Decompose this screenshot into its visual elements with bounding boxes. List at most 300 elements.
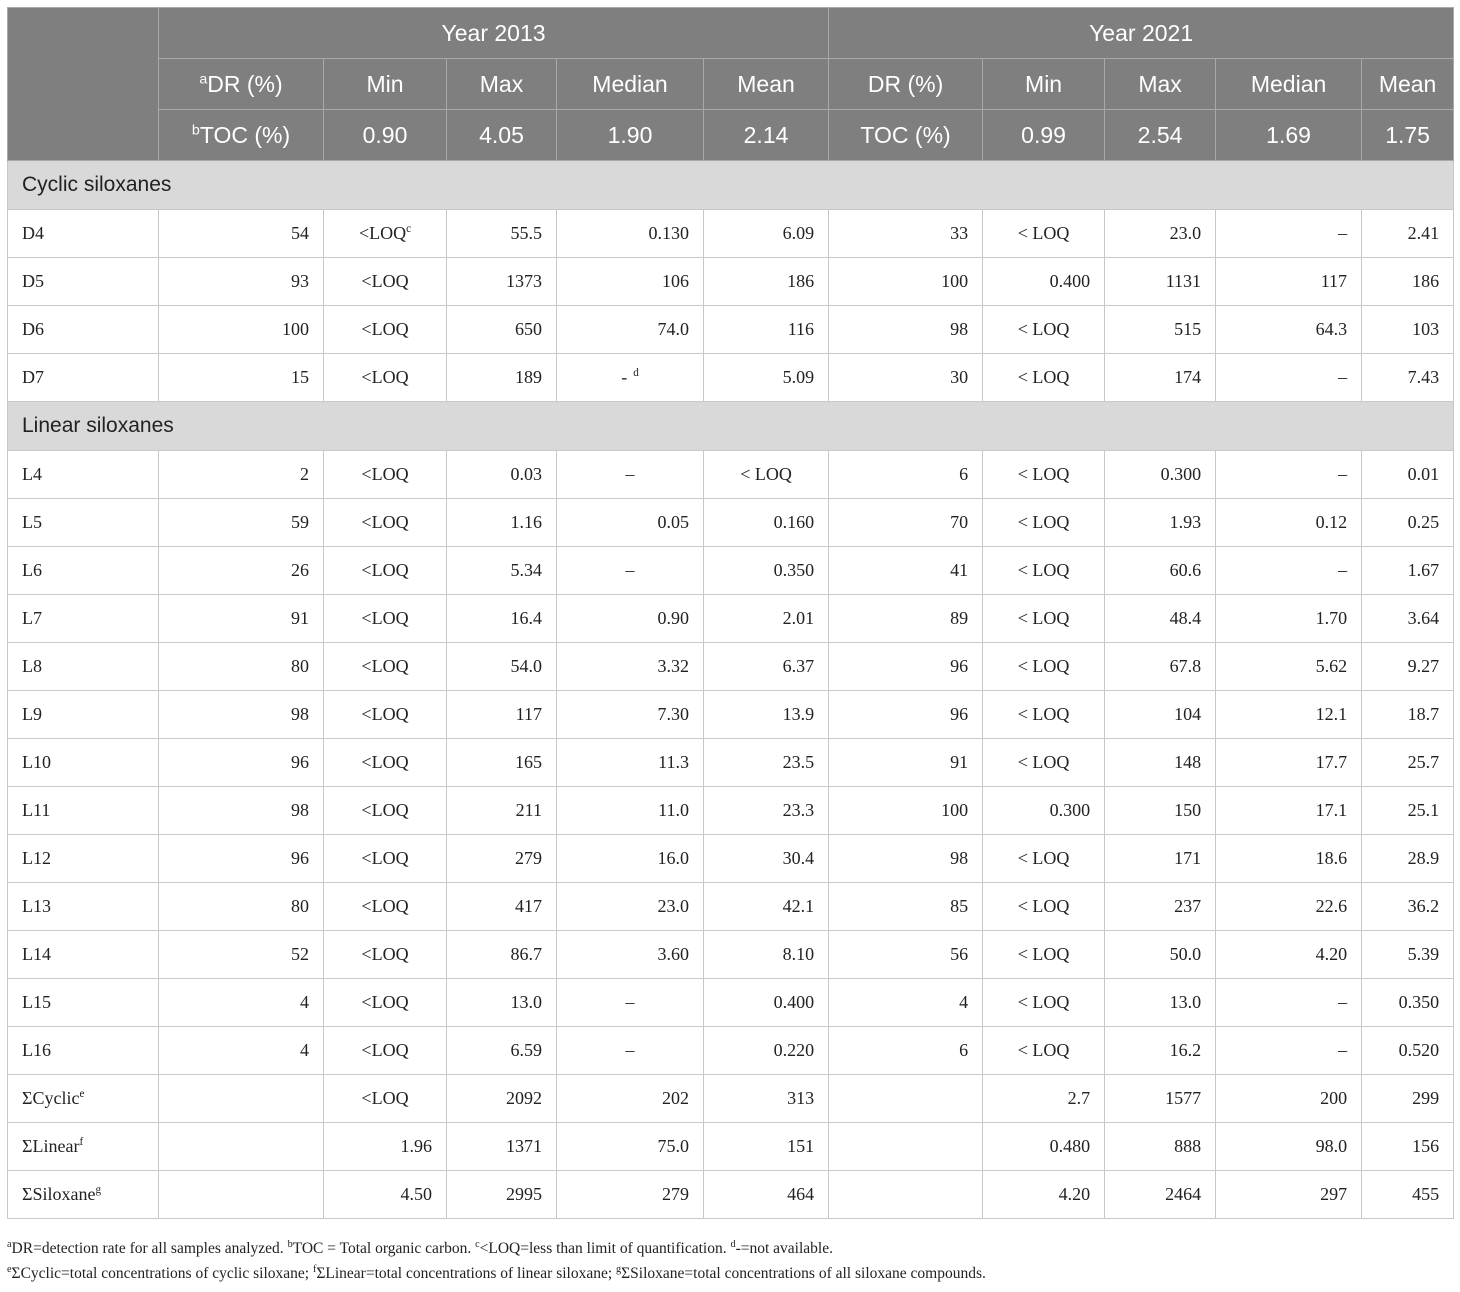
cell-value: 13.9 (782, 704, 815, 724)
max-header-2013: Max (447, 59, 557, 110)
cell-value: 0.350 (773, 560, 815, 580)
cell-value: 0.130 (648, 223, 689, 243)
compound-label: L5 (22, 512, 42, 532)
cell-mean-2013 (704, 451, 829, 499)
cell-value: 1373 (506, 271, 542, 291)
cell-median-2021 (1216, 691, 1362, 739)
cell-mean-2013 (704, 306, 829, 354)
cell-value: 41 (950, 560, 969, 580)
cell-max-2013 (447, 787, 557, 835)
cell-value: <LOQ (361, 1088, 409, 1108)
cell-value: 0.220 (773, 1040, 815, 1060)
cell-dr-2013 (159, 691, 324, 739)
cell-value: 5.62 (1315, 656, 1348, 676)
cell-mean-2013 (704, 595, 829, 643)
cell-mean-2013 (704, 979, 829, 1027)
cell-max-2013 (447, 979, 557, 1027)
cell-min-2021 (983, 547, 1105, 595)
cell-value: < LOQ (740, 464, 792, 484)
cell-value: <LOQ (361, 608, 409, 628)
cell-median-2021 (1216, 787, 1362, 835)
cell-value: 313 (787, 1088, 815, 1108)
cell-value: 3.32 (657, 656, 689, 676)
cell-max-2013 (447, 451, 557, 499)
cell-max-2021 (1105, 787, 1216, 835)
min-header-2013: Min (324, 59, 447, 110)
cell-mean-2013 (704, 499, 829, 547)
cell-value: 4.20 (1315, 944, 1348, 964)
cell-dr-2013 (159, 1123, 324, 1171)
cell-median-2013 (557, 1027, 704, 1075)
cell-value: 7.30 (657, 704, 689, 724)
cell-dr-2021 (829, 787, 983, 835)
table-row (8, 643, 1454, 691)
cell-value: < LOQ (1017, 367, 1070, 387)
cell-value: 54.0 (510, 656, 542, 676)
cell-max-2021 (1105, 354, 1216, 402)
cell-value: <LOQ (358, 223, 407, 243)
cell-max-2013 (447, 1123, 557, 1171)
cell-value: 23.0 (1169, 223, 1202, 243)
cell-max-2021 (1105, 931, 1216, 979)
section-row-cyclic (8, 161, 1454, 210)
cell-mean-2021 (1362, 739, 1454, 787)
cell-median-2013 (557, 691, 704, 739)
compound-label: D6 (22, 319, 44, 339)
cell-value: 15 (291, 367, 309, 387)
cell-value: 117 (1320, 271, 1348, 291)
compound-name (8, 643, 159, 691)
cell-median-2021 (1216, 547, 1362, 595)
cell-max-2013 (447, 1075, 557, 1123)
min-header-2021: Min (983, 59, 1105, 110)
dr-label: DR (%) (207, 70, 283, 97)
cell-value: 5.39 (1407, 944, 1440, 964)
cell-value: 1.93 (1169, 512, 1202, 532)
cell-dr-2021 (829, 883, 983, 931)
compound-label: ΣLinear (22, 1136, 80, 1156)
cell-min-2013 (324, 643, 447, 691)
footnote-marker: f (79, 1136, 84, 1148)
cell-max-2021 (1105, 979, 1216, 1027)
cell-min-2013 (324, 1123, 447, 1171)
cell-value: 148 (1174, 752, 1202, 772)
compound-label: L9 (22, 704, 42, 724)
cell-value: 650 (515, 319, 542, 339)
section-row-linear (8, 402, 1454, 451)
cell-mean-2021 (1362, 258, 1454, 306)
cell-value: 50.0 (1169, 944, 1202, 964)
dr-header-2013 (159, 59, 324, 110)
max-header-2021: Max (1105, 59, 1216, 110)
cell-value: < LOQ (1017, 512, 1070, 532)
cell-max-2013 (447, 1171, 557, 1219)
cell-median-2013 (557, 931, 704, 979)
median-header-2021: Median (1216, 59, 1362, 110)
cell-value: 106 (662, 271, 689, 291)
cell-value: 60.6 (1169, 560, 1202, 580)
cell-max-2021 (1105, 835, 1216, 883)
footnote-text: TOC = Total organic carbon. (292, 1240, 476, 1257)
cell-dr-2021 (829, 1075, 983, 1123)
compound-name (8, 1075, 159, 1123)
cell-value: 2 (300, 464, 309, 484)
cell-value: 515 (1174, 319, 1202, 339)
cell-value: 26 (291, 560, 309, 580)
cell-max-2013 (447, 643, 557, 691)
cell-max-2021 (1105, 258, 1216, 306)
cell-value: 2464 (1165, 1184, 1202, 1204)
median-header-2013: Median (557, 59, 704, 110)
cell-median-2021 (1216, 258, 1362, 306)
cell-value: 96 (950, 656, 969, 676)
compound-name (8, 691, 159, 739)
cell-median-2021 (1216, 835, 1362, 883)
cell-value: 1131 (1165, 271, 1202, 291)
cell-value: 64.3 (1315, 319, 1348, 339)
cell-dr-2013 (159, 931, 324, 979)
year-2013-header: Year 2013 (159, 8, 829, 59)
cell-min-2013 (324, 931, 447, 979)
compound-label: L12 (22, 848, 51, 868)
cell-value: 100 (941, 271, 969, 291)
cell-mean-2021 (1362, 210, 1454, 258)
compound-name (8, 1171, 159, 1219)
cell-mean-2021 (1362, 643, 1454, 691)
cell-value: – (1338, 464, 1348, 484)
cell-max-2013 (447, 1027, 557, 1075)
toc-min-2021: 0.99 (983, 110, 1105, 161)
cell-median-2021 (1216, 210, 1362, 258)
cell-mean-2021 (1362, 1027, 1454, 1075)
cell-value: 0.300 (1049, 800, 1091, 820)
cell-value: 150 (1174, 800, 1202, 820)
cell-dr-2013 (159, 883, 324, 931)
cell-max-2013 (447, 739, 557, 787)
cell-value: 200 (1320, 1088, 1348, 1108)
footnote-marker: f (312, 1263, 317, 1275)
cell-dr-2021 (829, 354, 983, 402)
cell-value: < LOQ (1017, 319, 1070, 339)
cell-value: 23.5 (782, 752, 815, 772)
footnote-line-1 (7, 1236, 1453, 1261)
cell-value: 96 (291, 848, 309, 868)
cell-value: < LOQ (1017, 464, 1070, 484)
cell-value: 6.37 (782, 656, 815, 676)
cell-max-2013 (447, 931, 557, 979)
cell-dr-2013 (159, 835, 324, 883)
cell-max-2021 (1105, 739, 1216, 787)
cell-value: 23.3 (782, 800, 815, 820)
cell-value: 25.1 (1407, 800, 1440, 820)
cell-median-2013 (557, 499, 704, 547)
cell-min-2013 (324, 1075, 447, 1123)
cell-value: 202 (662, 1088, 689, 1108)
cell-dr-2013 (159, 306, 324, 354)
cell-value: 98 (291, 800, 309, 820)
cell-value: 156 (1412, 1136, 1440, 1156)
cell-value: – (1338, 367, 1348, 387)
cell-value: 1577 (1165, 1088, 1202, 1108)
cell-value: 0.350 (1398, 992, 1440, 1012)
cell-dr-2021 (829, 258, 983, 306)
cell-mean-2013 (704, 883, 829, 931)
cell-value: 151 (787, 1136, 815, 1156)
cell-value: 67.8 (1169, 656, 1202, 676)
cell-value: <LOQ (361, 464, 409, 484)
compound-label: L4 (22, 464, 42, 484)
cell-median-2021 (1216, 499, 1362, 547)
cell-value: <LOQ (361, 944, 409, 964)
cell-value: 0.520 (1398, 1040, 1440, 1060)
cell-min-2013 (324, 1171, 447, 1219)
cell-min-2021 (983, 1123, 1105, 1171)
table-row (8, 258, 1454, 306)
cell-mean-2021 (1362, 787, 1454, 835)
cell-value: 30 (950, 367, 969, 387)
cell-value: 6.09 (782, 223, 815, 243)
cell-max-2013 (447, 547, 557, 595)
cell-min-2013 (324, 354, 447, 402)
cell-median-2021 (1216, 931, 1362, 979)
cell-dr-2013 (159, 787, 324, 835)
compound-name (8, 1123, 159, 1171)
cell-dr-2013 (159, 595, 324, 643)
cell-value: 186 (1412, 271, 1440, 291)
section-title: Cyclic siloxanes (8, 161, 1454, 210)
cell-dr-2021 (829, 931, 983, 979)
footnote-marker: c (406, 223, 412, 235)
cell-mean-2013 (704, 1123, 829, 1171)
cell-value: 211 (515, 800, 542, 820)
cell-value: – (1338, 992, 1348, 1012)
corner-cell (8, 8, 159, 161)
cell-mean-2021 (1362, 1123, 1454, 1171)
cell-value: 98.0 (1315, 1136, 1348, 1156)
compound-name (8, 835, 159, 883)
cell-max-2021 (1105, 1123, 1216, 1171)
cell-min-2021 (983, 306, 1105, 354)
cell-value: 48.4 (1169, 608, 1202, 628)
cell-median-2013 (557, 979, 704, 1027)
toc-min-2013: 0.90 (324, 110, 447, 161)
cell-median-2013 (557, 1171, 704, 1219)
cell-value: 75.0 (657, 1136, 689, 1156)
table-row (8, 595, 1454, 643)
cell-value: 16.0 (657, 848, 689, 868)
cell-value: 86.7 (510, 944, 542, 964)
cell-dr-2013 (159, 547, 324, 595)
cell-value: 189 (515, 367, 542, 387)
cell-value: 4 (959, 992, 969, 1012)
cell-value: 104 (1174, 704, 1202, 724)
cell-value: – (1338, 223, 1348, 243)
cell-value: 0.03 (510, 464, 542, 484)
cell-min-2013 (324, 499, 447, 547)
cell-max-2021 (1105, 547, 1216, 595)
cell-min-2013 (324, 1027, 447, 1075)
cell-value: 2.01 (782, 608, 815, 628)
cell-value: 55.5 (510, 223, 542, 243)
cell-median-2021 (1216, 643, 1362, 691)
compound-label: L15 (22, 992, 51, 1012)
cell-value: < LOQ (1017, 223, 1070, 243)
cell-median-2013 (557, 1075, 704, 1123)
cell-median-2013 (557, 1123, 704, 1171)
footnote-marker: e (7, 1263, 12, 1275)
cell-median-2021 (1216, 739, 1362, 787)
cell-mean-2013 (704, 258, 829, 306)
cell-value: 3.64 (1407, 608, 1440, 628)
cell-value: 279 (515, 848, 542, 868)
cell-median-2021 (1216, 1171, 1362, 1219)
cell-value: < LOQ (1017, 752, 1070, 772)
cell-dr-2013 (159, 739, 324, 787)
cell-min-2021 (983, 258, 1105, 306)
footnote-marker: d (730, 1238, 736, 1250)
cell-value: 2.7 (1067, 1088, 1091, 1108)
toc-median-2013: 1.90 (557, 110, 704, 161)
mean-header-2021: Mean (1362, 59, 1454, 110)
cell-value: 18.7 (1407, 704, 1440, 724)
cell-value: 464 (787, 1184, 815, 1204)
cell-mean-2013 (704, 1075, 829, 1123)
compound-name (8, 258, 159, 306)
cell-dr-2013 (159, 1171, 324, 1219)
cell-max-2013 (447, 835, 557, 883)
cell-value: 0.05 (657, 512, 689, 532)
cell-value: 13.0 (1169, 992, 1202, 1012)
cell-max-2021 (1105, 306, 1216, 354)
cell-value: 3.60 (657, 944, 689, 964)
cell-value: 7.43 (1407, 367, 1440, 387)
cell-value: 117 (515, 704, 542, 724)
cell-value: 11.3 (658, 752, 689, 772)
footnote-marker: a (199, 70, 208, 87)
cell-value: 1371 (506, 1136, 542, 1156)
cell-dr-2021 (829, 210, 983, 258)
cell-mean-2021 (1362, 354, 1454, 402)
cell-value: <LOQ (361, 319, 409, 339)
cell-mean-2013 (704, 691, 829, 739)
cell-dr-2021 (829, 547, 983, 595)
compound-name (8, 499, 159, 547)
toc-header-2013 (159, 110, 324, 161)
stat-label-row (8, 59, 1454, 110)
cell-value: < LOQ (1017, 848, 1070, 868)
cell-value: 0.25 (1407, 512, 1440, 532)
footnote-text: ΣSiloxane=total concentrations of all siloxane compounds. (621, 1265, 986, 1282)
cell-min-2013 (324, 691, 447, 739)
cell-min-2013 (324, 547, 447, 595)
cell-value: 91 (950, 752, 969, 772)
cell-value: 9.27 (1407, 656, 1440, 676)
compound-label: L16 (22, 1040, 51, 1060)
cell-value: 1.70 (1315, 608, 1348, 628)
cell-dr-2013 (159, 210, 324, 258)
cell-value: 5.34 (510, 560, 542, 580)
cell-dr-2013 (159, 1075, 324, 1123)
cell-mean-2021 (1362, 931, 1454, 979)
compound-label: ΣCyclic (22, 1088, 80, 1108)
cell-value: <LOQ (361, 992, 409, 1012)
cell-value: 5.09 (782, 367, 815, 387)
cell-median-2013 (557, 547, 704, 595)
cell-max-2013 (447, 691, 557, 739)
compound-name (8, 595, 159, 643)
cell-dr-2021 (829, 835, 983, 883)
cell-min-2013 (324, 787, 447, 835)
cell-mean-2013 (704, 931, 829, 979)
cell-dr-2021 (829, 451, 983, 499)
cell-min-2013 (324, 739, 447, 787)
cell-dr-2013 (159, 1027, 324, 1075)
compound-name (8, 354, 159, 402)
cell-value: 98 (291, 704, 309, 724)
cell-min-2013 (324, 595, 447, 643)
footnote-marker: c (475, 1238, 480, 1250)
cell-dr-2021 (829, 739, 983, 787)
cell-mean-2021 (1362, 835, 1454, 883)
cell-dr-2013 (159, 499, 324, 547)
cell-value: < LOQ (1017, 704, 1070, 724)
cell-mean-2013 (704, 354, 829, 402)
cell-value: <LOQ (361, 512, 409, 532)
toc-median-2021: 1.69 (1216, 110, 1362, 161)
cell-value: 1.16 (510, 512, 542, 532)
cell-median-2021 (1216, 595, 1362, 643)
table-row (8, 1123, 1454, 1171)
compound-label: L14 (22, 944, 51, 964)
table-row (8, 451, 1454, 499)
compound-label: D7 (22, 367, 44, 387)
cell-median-2013 (557, 643, 704, 691)
cell-median-2021 (1216, 1075, 1362, 1123)
footnote-marker: a (7, 1238, 12, 1250)
compound-label: L8 (22, 656, 42, 676)
toc-label: TOC (%) (199, 121, 291, 148)
compound-name (8, 739, 159, 787)
table-header (8, 8, 1454, 161)
dr-header-2021: DR (%) (829, 59, 983, 110)
cell-value: – (625, 992, 635, 1012)
compound-label: L13 (22, 896, 51, 916)
cell-min-2021 (983, 691, 1105, 739)
cell-min-2013 (324, 258, 447, 306)
cell-value: 17.7 (1315, 752, 1348, 772)
footnote-marker: g (616, 1263, 622, 1275)
cell-value: <LOQ (361, 271, 409, 291)
cell-value: 0.12 (1315, 512, 1348, 532)
year-row (8, 8, 1454, 59)
cell-median-2013 (557, 306, 704, 354)
table-row (8, 306, 1454, 354)
cell-value: - (621, 367, 628, 387)
cell-value: 0.160 (773, 512, 815, 532)
cell-min-2013 (324, 451, 447, 499)
footnote-marker: b (287, 1238, 293, 1250)
compound-label: L10 (22, 752, 51, 772)
cell-dr-2013 (159, 643, 324, 691)
cell-min-2021 (983, 1171, 1105, 1219)
cell-mean-2013 (704, 547, 829, 595)
cell-value: 888 (1174, 1136, 1202, 1156)
cell-max-2021 (1105, 595, 1216, 643)
cell-max-2013 (447, 258, 557, 306)
cell-value: 98 (950, 319, 969, 339)
cell-value: <LOQ (361, 1040, 409, 1060)
compound-label: L11 (22, 800, 51, 820)
